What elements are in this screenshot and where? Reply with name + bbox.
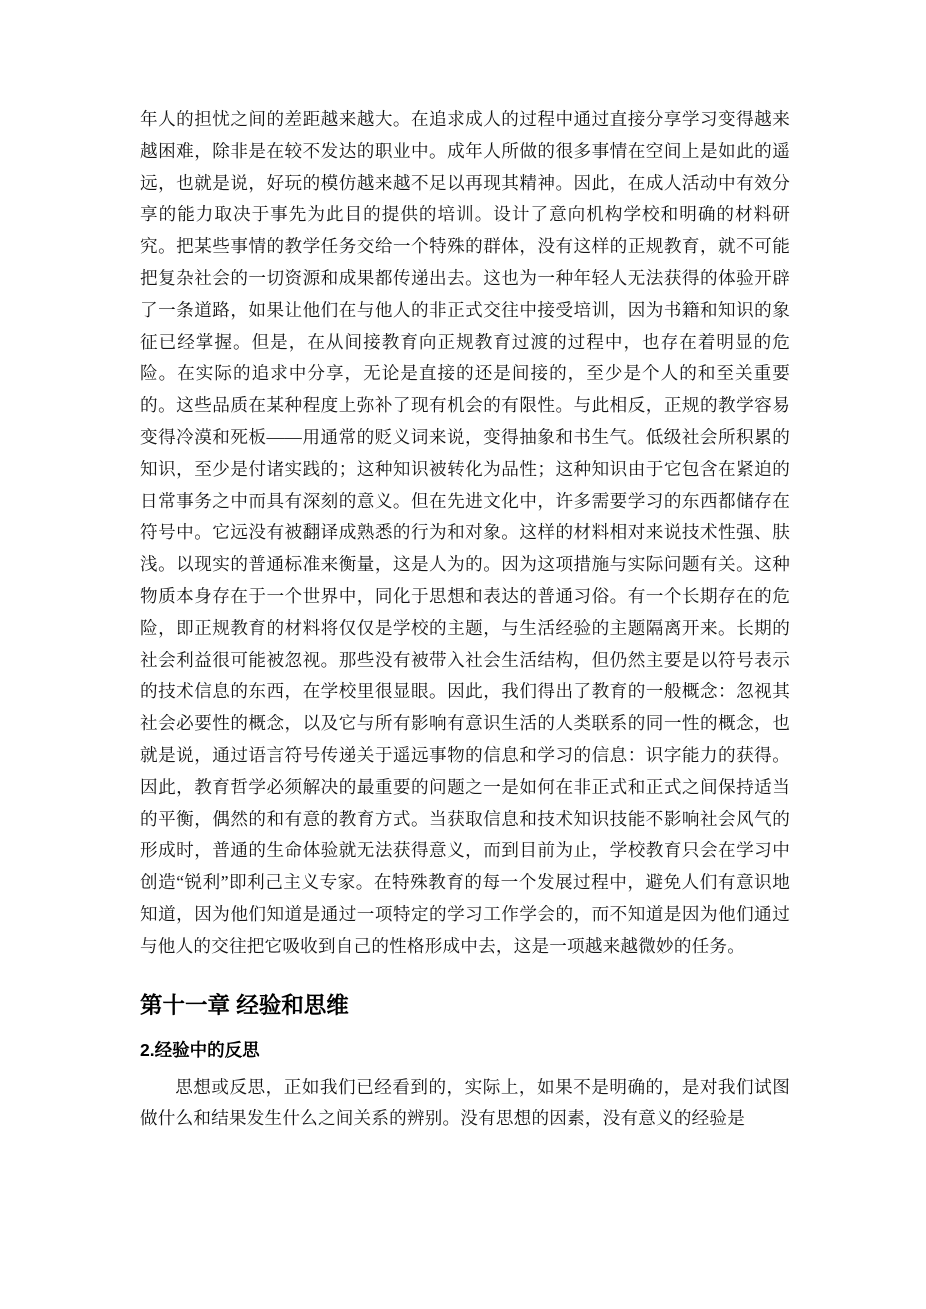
chapter-heading: 第十一章 经验和思维 <box>140 992 349 1018</box>
paragraph-continuation: 年人的担忧之间的差距越来越大。在追求成人的过程中通过直接分享学习变得越来越困难，除非是在较不发达的职业中。成年人所做的很多事情在空间上是如此的遥远，也就是说，好玩的模仿越来越不足以再现其精神。因此，在成人活动中有效分享的能力取决于事先为此目的提供的培训。设计了意向机构学校和明确的材料研究。把某些事情的教学任务交给一个特殊的群体，没有这样的正规教育，就不可能把复杂社会的一切资源和成果都传递出去。这也为一种年轻人无法获得的体验开辟了一条道路，如果让他们在与他人的非正式交往中接受培训，因为书籍和知识的象征已经掌握。但是，在从间接教育向正规教育过渡的过程中，也存在着明显的危险。在实际的追求中分享，无论是直接的还是间接的，至少是个人的和至关重要的。这些品质在某种程度上弥补了现有机会的有限性。与此相反，正规的教学容易变得冷漠和死板——用通常的贬义词来说，变得抽象和书生气。低级社会所积累的知识，至少是付诸实践的；这种知识被转化为品性；这种知识由于它包含在紧迫的日常事务之中而具有深刻的意义。但在先进文化中，许多需要学习的东西都储存在符号中。它远没有被翻译成熟悉的行为和对象。这样的材料相对来说技术性强、肤浅。以现实的普通标准来衡量，这是人为的。因为这项措施与实际问题有关。这种物质本身存在于一个世界中，同化于思想和表达的普通习俗。有一个长期存在的危险，即正规教育的材料将仅仅是学校的主题，与生活经验的主题隔离开来。长期的社会利益很可能被忽视。那些没有被带入社会生活结构，但仍然主要是以符号表示的技术信息的东西，在学校里很显眼。因此，我们得出了教育的一般概念：忽视其社会必要性的概念，以及它与所有影响有意识生活的人类联系的同一性的概念，也就是说，通过语言符号传递关于遥远事物的信息和学习的信息：识字能力的获得。因此，教育哲学必须解决的最重要的问题之一是如何在非正式和正式之间保持适当的平衡，偶然的和有意的教育方式。当获取信息和技术知识技能不影响社会风气的形成时，普通的生命体验就无法获得意义，而到目前为止，学校教育只会在学习中创造“锐利”即利己主义专家。在特殊教育的每一个发展过程中，避免人们有意识地知道，因为他们知道是通过一项特定的学习工作学会的，而不知道是因为他们通过与他人的交往把它吸收到自己的性格形成中去，这是一项越来越微妙的任务。 <box>140 109 790 956</box>
section-heading: 2.经验中的反思 <box>140 1039 260 1060</box>
paragraph-reflection: 思想或反思，正如我们已经看到的，实际上，如果不是明确的，是对我们试图做什么和结果发生什么之间关系的辨别。没有思想的因素，没有意义的经验是 <box>140 1076 790 1129</box>
